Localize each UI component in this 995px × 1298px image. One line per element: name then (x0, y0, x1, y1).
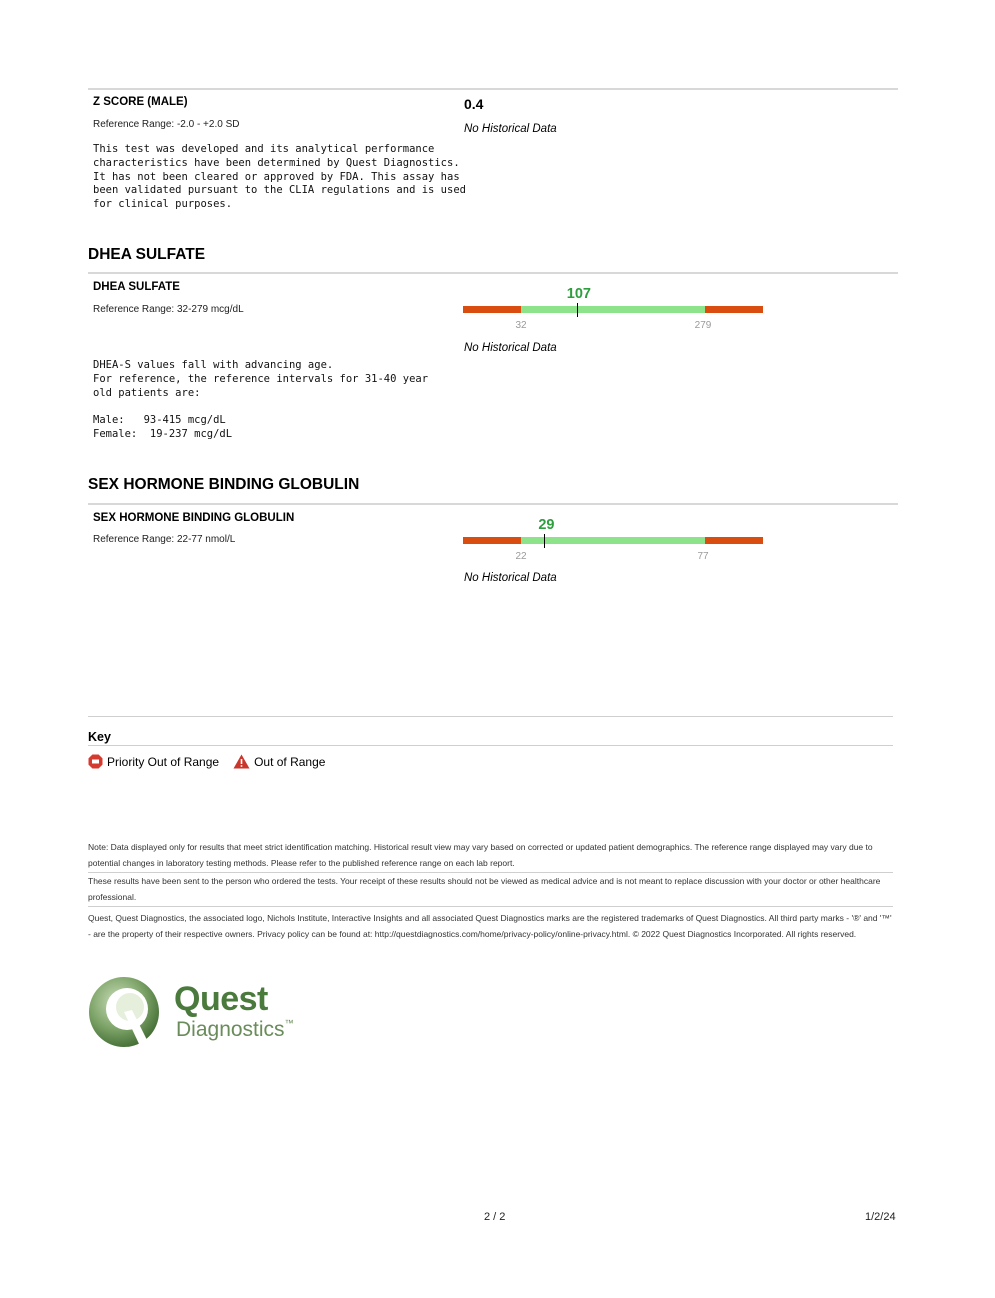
dhea-divider (88, 272, 898, 274)
key-top-divider (88, 716, 893, 717)
note-divider-2 (88, 906, 893, 907)
result-marker (544, 534, 545, 548)
shbg-reference-range: Reference Range: 22-77 nmol/L (93, 534, 236, 545)
zscore-reference-range: Reference Range: -2.0 - +2.0 SD (93, 119, 240, 130)
range-normal-segment (521, 537, 705, 544)
dhea-reference-range: Reference Range: 32-279 mcg/dL (93, 304, 244, 315)
result-marker (577, 303, 578, 317)
key-title: Key (88, 730, 111, 744)
dhea-section-title: DHEA SULFATE (88, 246, 206, 263)
zscore-comment: This test was developed and its analytical performance characteristics have been determined by Quest Diagnostics. It has not been cleared or approved by FDA. This assay has been validated pursuant to the CLIA regulations and is used for clinical purposes. (93, 143, 466, 211)
logo-trademark: ™ (284, 1018, 294, 1028)
logo-word-diagnostics (176, 1018, 294, 1042)
priority-out-of-range-label: Priority Out of Range (107, 754, 220, 769)
page-number: 2 / 2 (484, 1211, 506, 1223)
range-low-segment (463, 306, 521, 313)
range-low-label: 22 (515, 551, 527, 562)
dhea-test-name: DHEA SULFATE (93, 281, 180, 293)
priority-out-of-range-icon (88, 754, 103, 769)
out-of-range-label: Out of Range (254, 754, 326, 769)
shbg-test-name: SEX HORMONE BINDING GLOBULIN (93, 512, 295, 524)
shbg-history: No Historical Data (464, 572, 557, 584)
key-legend (88, 754, 325, 769)
top-divider (88, 88, 898, 90)
report-date: 1/2/24 (865, 1211, 896, 1223)
dhea-history: No Historical Data (464, 342, 557, 354)
range-low-label: 32 (515, 320, 527, 331)
key-divider (88, 745, 893, 746)
shbg-section-title: SEX HORMONE BINDING GLOBULIN (88, 476, 360, 493)
note-trademarks: Quest, Quest Diagnostics, the associated logo, Nichols Institute, Interactive Insights and all associated Quest Diagnostics marks are the registered trademarks of Quest Diagnostics. All third party marks - '®' and '™' - are the property of their respective owners. Privacy policy can be found at: http://questdiagnostics.com/home/privacy-policy/online-privacy.html. © 2022 Quest Diagnostics Incorporated. All rights reserved. (88, 913, 892, 939)
dhea-comment: DHEA-S values fall with advancing age. For reference, the reference intervals for 31-40 year old patients are: Male: 93-415 mcg/dL Female: 19-237 mcg/dL (93, 359, 429, 440)
shbg-result-value: 29 (538, 517, 555, 533)
dhea-result-value: 107 (566, 286, 591, 302)
note-data-display: Note: Data displayed only for results that meet strict identification matching. Historical result view may vary based on corrected or updated patient demographics. The reference range displayed may vary due to potential changes in laboratory testing methods. Please refer to the published reference range on each lab report. (88, 842, 873, 868)
logo-word-quest: Quest (174, 980, 268, 1018)
zscore-test-name: Z SCORE (MALE) (93, 96, 188, 108)
zscore-history: No Historical Data (464, 123, 557, 135)
range-high-segment (705, 537, 763, 544)
range-normal-segment (521, 306, 705, 313)
range-high-label: 279 (694, 320, 712, 331)
range-low-segment (463, 537, 521, 544)
quest-q-mark-icon (88, 976, 160, 1048)
range-bar-track (463, 306, 763, 313)
shbg-divider (88, 503, 898, 505)
range-bar-track (463, 537, 763, 544)
range-high-label: 77 (697, 551, 709, 562)
zscore-value: 0.4 (464, 96, 484, 112)
logo-diagnostics-text: Diagnostics (176, 1018, 285, 1041)
quest-diagnostics-logo (88, 976, 348, 1050)
out-of-range-warning-icon (233, 754, 250, 769)
range-high-segment (705, 306, 763, 313)
note-results-sent: These results have been sent to the person who ordered the tests. Your receipt of these results should not be viewed as medical advice and is not meant to replace discussion with your doctor or other healthcare professional. (88, 876, 881, 902)
